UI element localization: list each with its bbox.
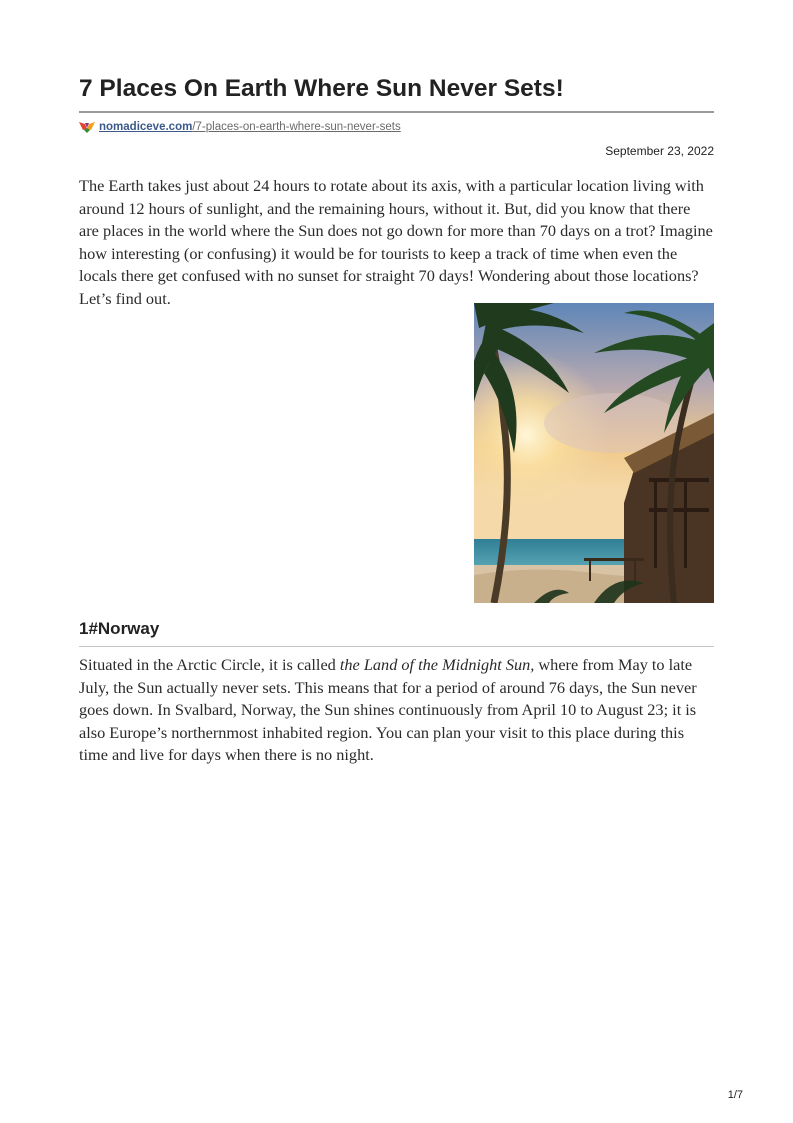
page-number: 1/7 (727, 1089, 743, 1101)
source-path-link[interactable]: /7-places-on-earth-where-sun-never-sets (192, 121, 401, 133)
publish-date: September 23, 2022 (605, 144, 714, 158)
norway-text-end: where from May to late July, the Sun actually never sets. This means that for a period of around 76 days, the Sun never goes down. In Svalbard, Norway, the Sun shines continuously from April 10 to August 23; it is also Europe’s northernmost inhabited region. You can plan your visit to this place during this time and live for days when there is no night. (79, 655, 697, 765)
norway-text-start: Situated in the Arctic Circle, it is called (79, 655, 340, 674)
article-title: 7 Places On Earth Where Sun Never Sets! (79, 75, 564, 102)
intro-paragraph: The Earth takes just about 24 hours to rotate about its axis, with a particular location living with around 12 hours of sunlight, and the remaining hours, without it. But, did you know that there are places in the world where the Sun does not go down for more than 70 days on a trot? Imagine how interesting (or confusing) it would be for tourists to keep a track of time when even the locals there get confused with no sunset for straight 70 days! Wondering about those locations? Let’s find out. (79, 176, 713, 308)
section-heading-norway: 1#Norway (79, 619, 160, 638)
norway-paragraph (79, 654, 714, 767)
beach-palm-sunset-photo (474, 303, 714, 603)
site-logo-icon (79, 121, 95, 133)
section-divider (79, 646, 714, 647)
norway-text-italic: the Land of the Midnight Sun, (339, 655, 535, 674)
source-line (79, 119, 401, 135)
title-divider (79, 111, 714, 113)
source-domain-link[interactable]: nomadiceve.com (99, 121, 193, 133)
